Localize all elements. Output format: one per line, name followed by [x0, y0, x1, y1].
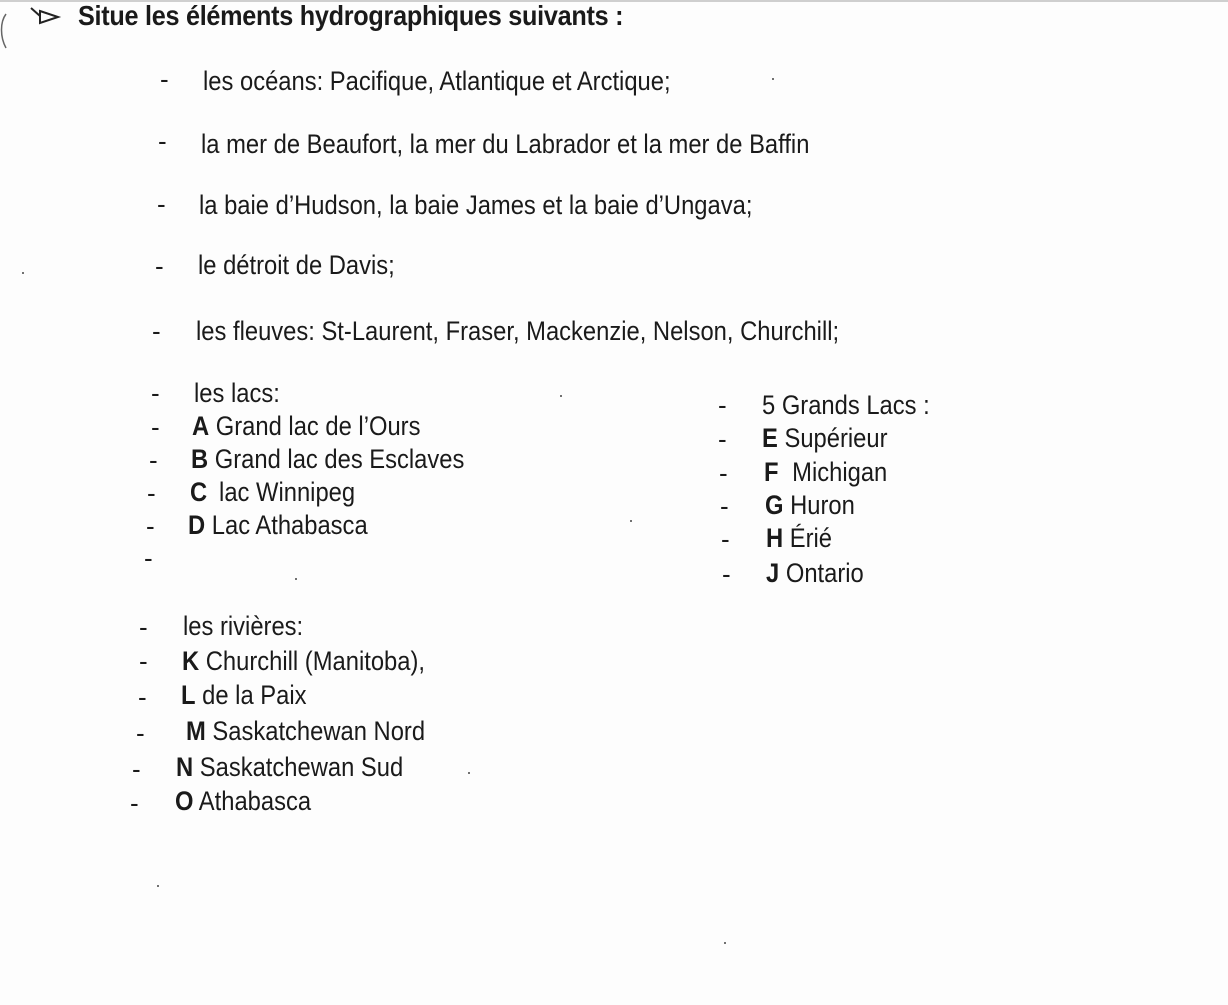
great-lake-item	[766, 523, 832, 554]
river-name: Churchill (Manitoba),	[205, 646, 425, 676]
great-lake-letter: J	[766, 558, 780, 588]
lake-letter: C	[190, 477, 208, 507]
binding-mark-icon	[0, 12, 8, 52]
great-lake-letter: E	[762, 423, 778, 453]
great-lake-item	[766, 558, 864, 589]
list-dash: -	[151, 412, 160, 442]
river-name: de la Paix	[202, 680, 307, 710]
lakes-heading: les lacs:	[194, 378, 280, 408]
river-name: Saskatchewan Nord	[212, 716, 426, 746]
river-letter: L	[181, 680, 196, 710]
list-item: la mer de Beaufort, la mer du Labrador et la mer de Baffin	[201, 129, 810, 159]
great-lake-item	[764, 457, 887, 488]
list-dash: -	[718, 424, 727, 454]
lake-name: Lac Athabasca	[211, 510, 368, 540]
lake-name: Grand lac de l’Ours	[215, 411, 421, 441]
scan-speck	[560, 395, 562, 397]
lake-name: Grand lac des Esclaves	[214, 444, 465, 474]
list-item: la baie d’Hudson, la baie James et la baie d’Ungava;	[199, 190, 753, 220]
scan-speck	[157, 885, 159, 887]
list-dash: -	[721, 524, 730, 554]
list-dash: -	[718, 390, 727, 420]
great-lake-item	[762, 423, 887, 454]
list-dash: -	[130, 788, 139, 818]
river-name: Saskatchewan Sud	[199, 752, 404, 782]
rivers-heading: les rivières:	[183, 611, 304, 641]
list-dash: -	[719, 458, 728, 488]
list-dash: -	[160, 64, 169, 94]
lake-item	[190, 477, 355, 508]
great-lakes-heading: 5 Grands Lacs :	[762, 390, 930, 420]
list-dash: -	[151, 378, 160, 408]
river-item	[182, 646, 425, 677]
great-lake-letter: H	[766, 523, 784, 553]
river-name: Athabasca	[198, 786, 312, 816]
list-dash: -	[152, 316, 161, 346]
great-lake-name: Michigan	[792, 457, 888, 487]
list-dash: -	[722, 559, 731, 589]
lake-item	[192, 411, 420, 442]
list-dash: -	[139, 612, 148, 642]
scan-speck	[468, 772, 470, 774]
river-item	[176, 752, 403, 783]
river-letter: O	[175, 786, 194, 816]
great-lake-letter: G	[765, 490, 784, 520]
list-dash: -	[139, 646, 148, 676]
scan-speck	[22, 272, 24, 274]
page-title: Situe les éléments hydrographiques suivants :	[78, 0, 624, 31]
great-lake-name: Ontario	[785, 558, 864, 588]
lake-letter: A	[192, 411, 210, 441]
scan-speck	[724, 942, 726, 944]
list-dash: -	[144, 543, 153, 573]
list-dash: -	[147, 478, 156, 508]
river-item	[186, 716, 425, 747]
river-letter: M	[186, 716, 206, 746]
river-item	[175, 786, 311, 817]
great-lake-letter: F	[764, 457, 779, 487]
lake-item	[188, 510, 368, 541]
list-item: les fleuves: St-Laurent, Fraser, Mackenzie, Nelson, Churchill;	[196, 316, 840, 346]
list-item: les océans: Pacifique, Atlantique et Arctique;	[203, 66, 671, 96]
lake-item	[191, 444, 464, 475]
scan-speck	[295, 578, 297, 580]
river-item	[181, 680, 306, 711]
great-lake-name: Huron	[790, 490, 855, 520]
great-lake-item	[765, 490, 855, 521]
list-dash: -	[720, 491, 729, 521]
list-item: le détroit de Davis;	[198, 250, 395, 280]
list-dash: -	[158, 126, 167, 156]
list-dash: -	[138, 682, 147, 712]
scan-speck	[772, 78, 774, 80]
list-dash: -	[157, 189, 166, 219]
lake-name: lac Winnipeg	[219, 477, 356, 507]
list-dash: -	[136, 718, 145, 748]
river-letter: N	[176, 752, 194, 782]
list-dash: -	[155, 251, 164, 281]
list-dash: -	[132, 754, 141, 784]
arrow-bullet-icon	[28, 2, 64, 26]
lake-letter: B	[191, 444, 209, 474]
great-lake-name: Supérieur	[784, 423, 888, 453]
scan-speck	[630, 520, 632, 522]
river-letter: K	[182, 646, 200, 676]
lake-letter: D	[188, 510, 206, 540]
great-lake-name: Érié	[789, 523, 833, 553]
list-dash: -	[146, 511, 155, 541]
list-dash: -	[149, 445, 158, 475]
